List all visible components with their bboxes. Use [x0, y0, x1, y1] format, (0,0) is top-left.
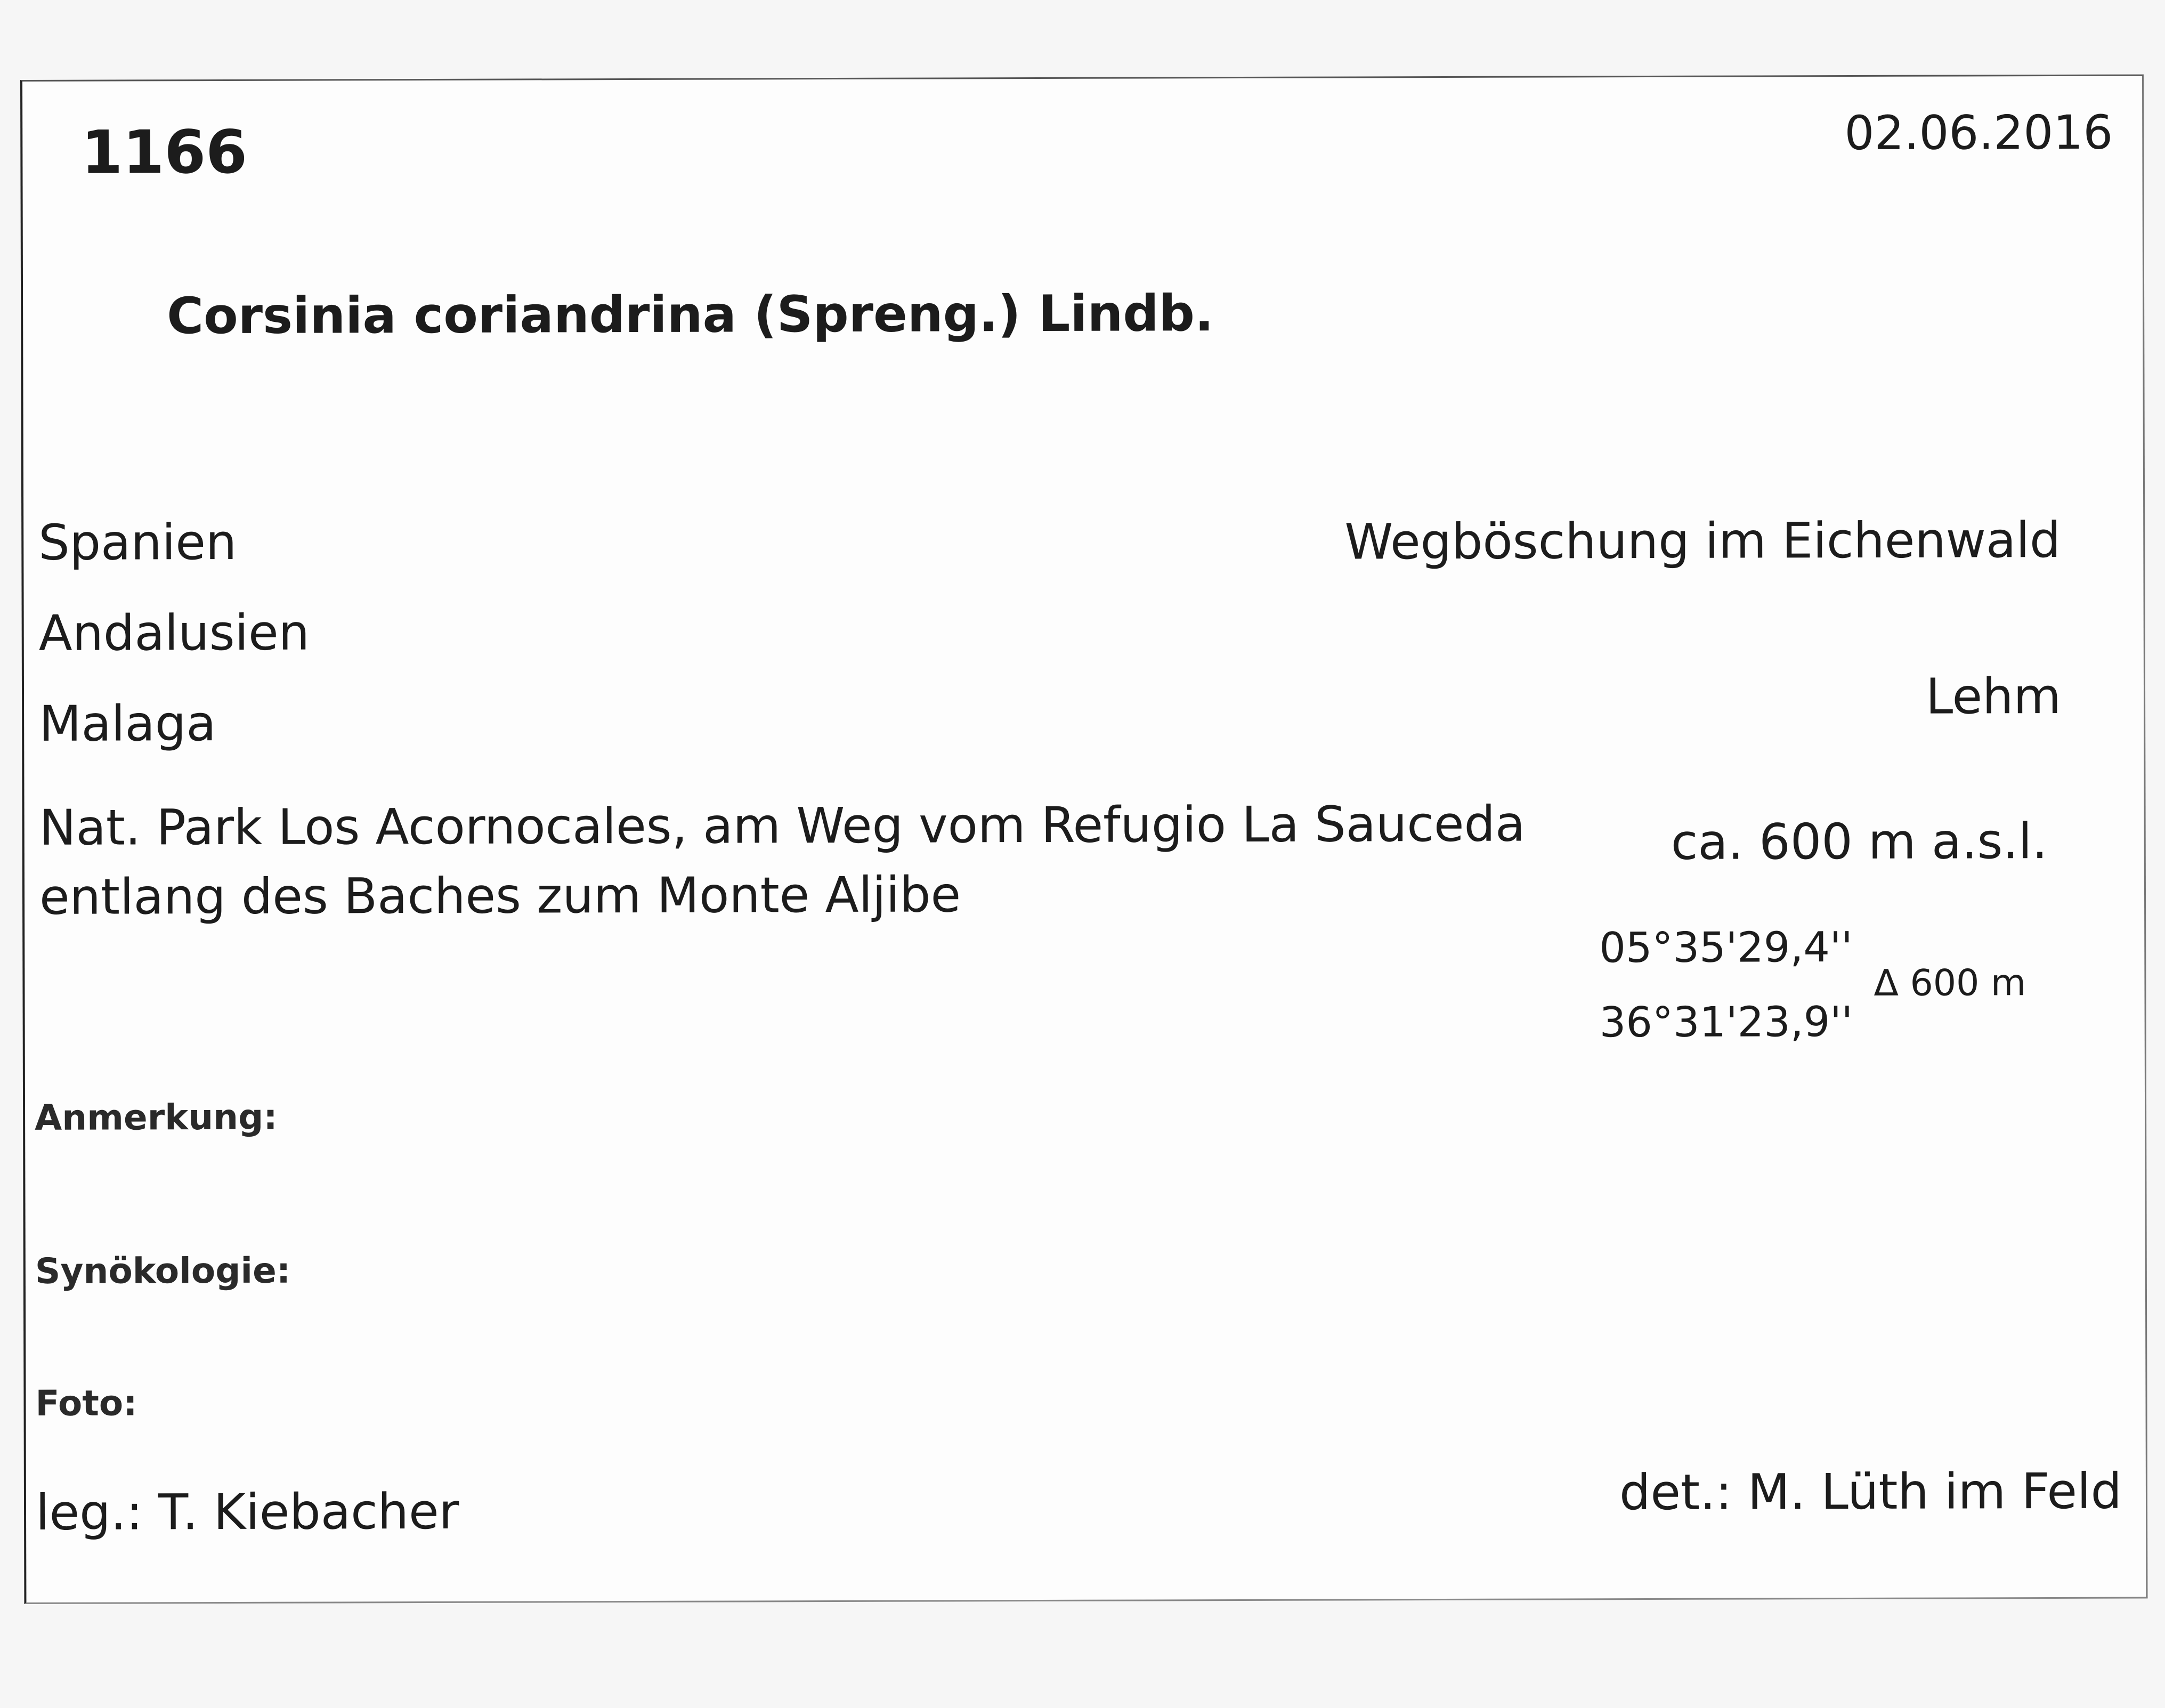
- province: Malaga: [39, 695, 216, 752]
- synoekologie-label: Synökologie:: [35, 1250, 291, 1292]
- species-name: Corsinia coriandrina (Spreng.) Lindb.: [167, 285, 1214, 346]
- region: Andalusien: [38, 604, 310, 662]
- longitude: 05°35'29,4'': [1599, 924, 1853, 973]
- collector: leg.: T. Kiebacher: [35, 1483, 459, 1541]
- locality-line: Nat. Park Los Acornocales, am Weg vom Refugio La Sauceda: [39, 795, 1526, 856]
- anmerkung-label: Anmerkung:: [34, 1096, 278, 1138]
- coordinate-accuracy: Δ 600 m: [1874, 962, 2026, 1005]
- collection-date: 02.06.2016: [1844, 104, 2113, 161]
- foto-label: Foto:: [35, 1382, 137, 1424]
- locality-line: entlang des Baches zum Monte Aljibe: [39, 866, 961, 926]
- latitude: 36°31'23,9'': [1599, 998, 1853, 1047]
- country: Spanien: [38, 513, 237, 571]
- determiner: det.: M. Lüth im Feld: [1619, 1462, 2122, 1521]
- habitat: Wegböschung im Eichenwald: [1344, 511, 2061, 571]
- elevation: ca. 600 m a.s.l.: [1671, 813, 2048, 871]
- specimen-label-card: [20, 75, 2147, 1604]
- specimen-number: 1166: [81, 117, 248, 188]
- substrate: Lehm: [1925, 667, 2062, 725]
